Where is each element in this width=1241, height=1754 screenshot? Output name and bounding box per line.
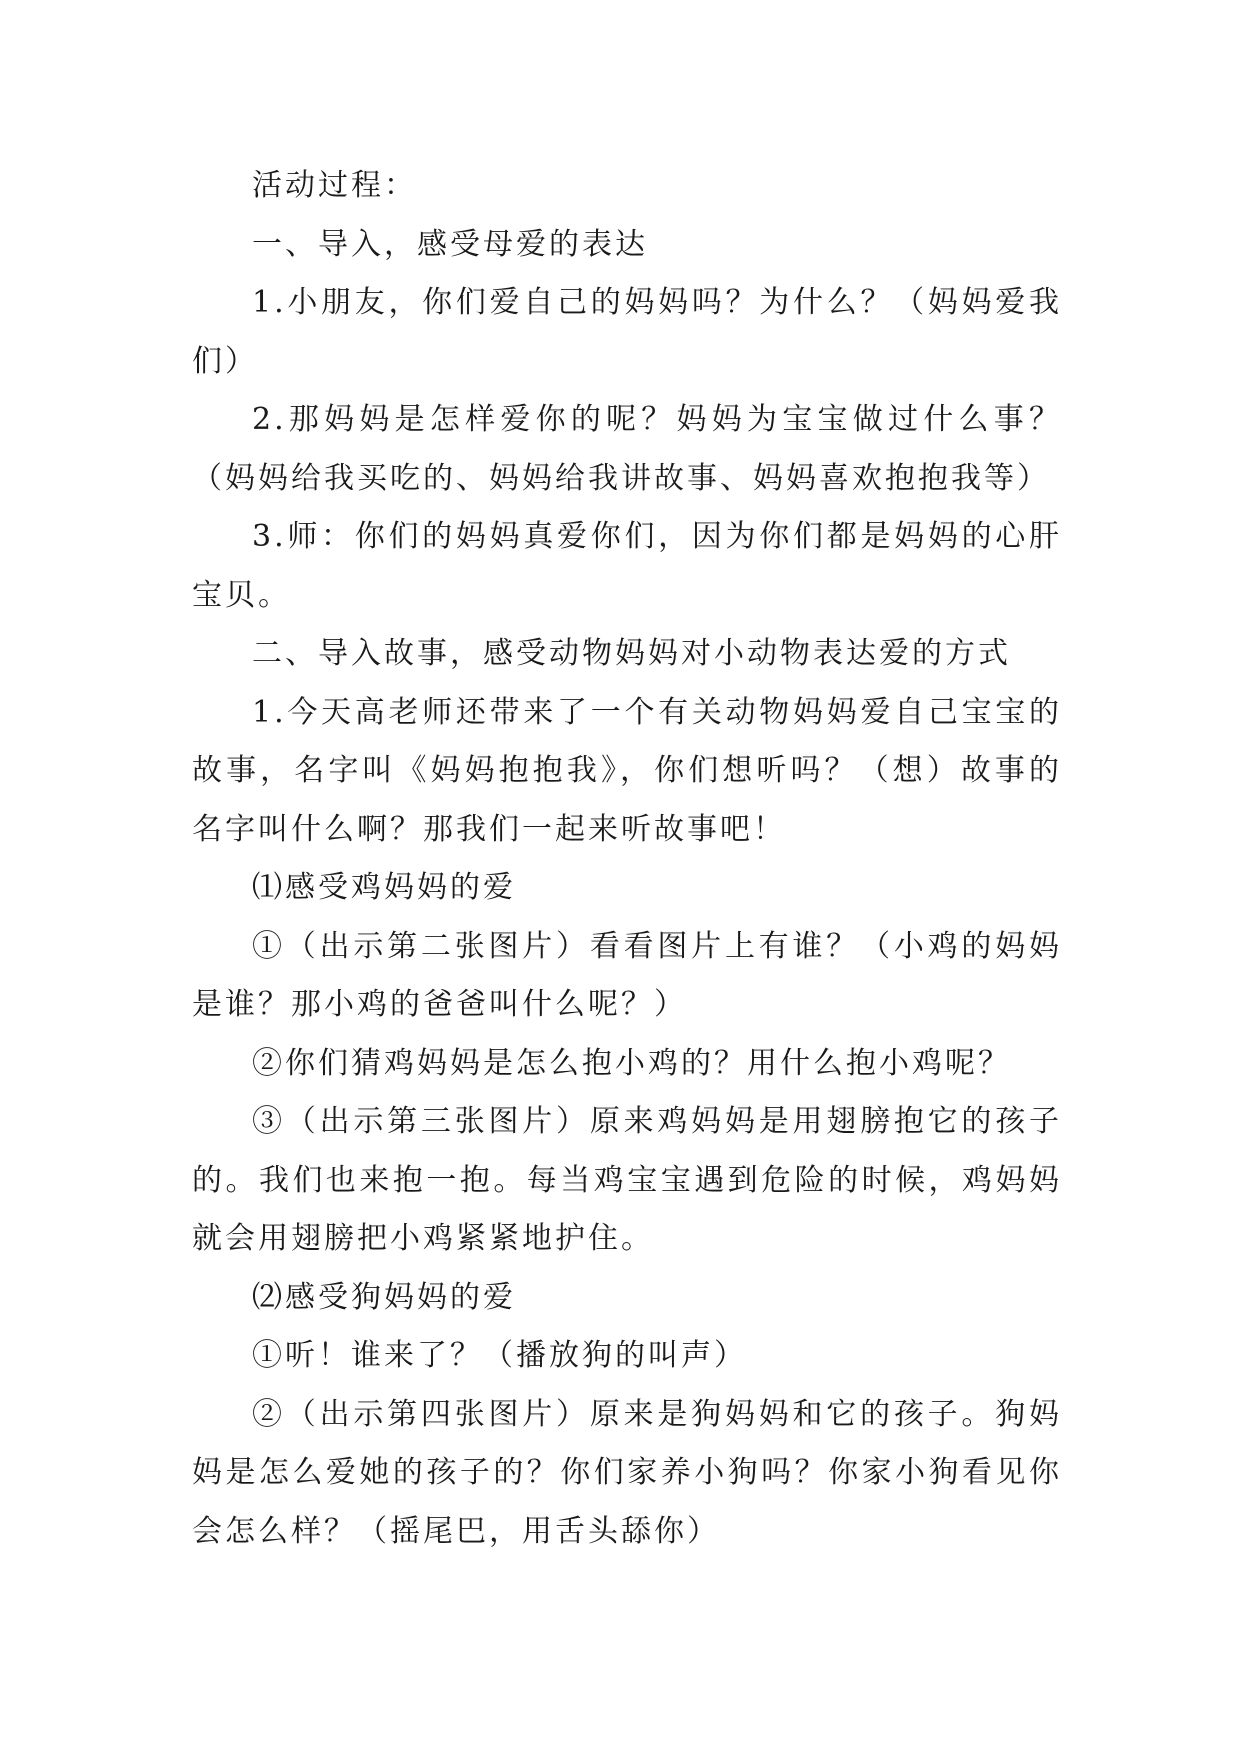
paragraph-item-2: 2.那妈妈是怎样爱你的呢？妈妈为宝宝做过什么事？（妈妈给我买吃的、妈妈给我讲故事、妈妈喜欢抱抱我等）: [192, 402, 1062, 496]
subheading-dog-mother: ⑵感受狗妈妈的爱: [252, 1279, 516, 1315]
paragraph-dog-1: ①听！谁来了？（播放狗的叫声）: [252, 1338, 747, 1373]
subheading-chicken-mother: ⑴感受鸡妈妈的爱: [252, 870, 516, 905]
section-heading-two: 二、导入故事，感受动物妈妈对小动物表达爱的方式: [252, 636, 1011, 671]
paragraph-item-3: 3.师：你们的妈妈真爱你们，因为你们都是妈妈的心肝宝贝。: [192, 519, 1062, 613]
paragraph-activity-process: 活动过程：: [252, 168, 417, 203]
paragraph-dog-2: ②（出示第四张图片）原来是狗妈妈和它的孩子。狗妈妈是怎么爱她的孩子的？你们家养小狗吗？你家小狗看见你会怎么样？（摇尾巴，用舌头舔你）: [192, 1396, 1062, 1549]
paragraph-chicken-1: ①（出示第二张图片）看看图片上有谁？（小鸡的妈妈是谁？那小鸡的爸爸叫什么呢？）: [192, 928, 1062, 1022]
document-body: [192, 157, 1062, 1561]
paragraph-chicken-2: ②你们猜鸡妈妈是怎么抱小鸡的？用什么抱小鸡呢？: [252, 1045, 1011, 1081]
section-heading-one: 一、导入，感受母爱的表达: [252, 226, 648, 262]
paragraph-chicken-3: ③（出示第三张图片）原来鸡妈妈是用翅膀抱它的孩子的。我们也来抱一抱。每当鸡宝宝遇到危险的时候，鸡妈妈就会用翅膀把小鸡紧紧地护住。: [192, 1104, 1062, 1256]
paragraph-item-1: 1.小朋友，你们爱自己的妈妈吗？为什么？（妈妈爱我们）: [192, 285, 1062, 379]
paragraph-story-intro: 1.今天高老师还带来了一个有关动物妈妈爱自己宝宝的故事，名字叫《妈妈抱抱我》，你们想听吗？（想）故事的名字叫什么啊？那我们一起来听故事吧！: [192, 694, 1062, 847]
